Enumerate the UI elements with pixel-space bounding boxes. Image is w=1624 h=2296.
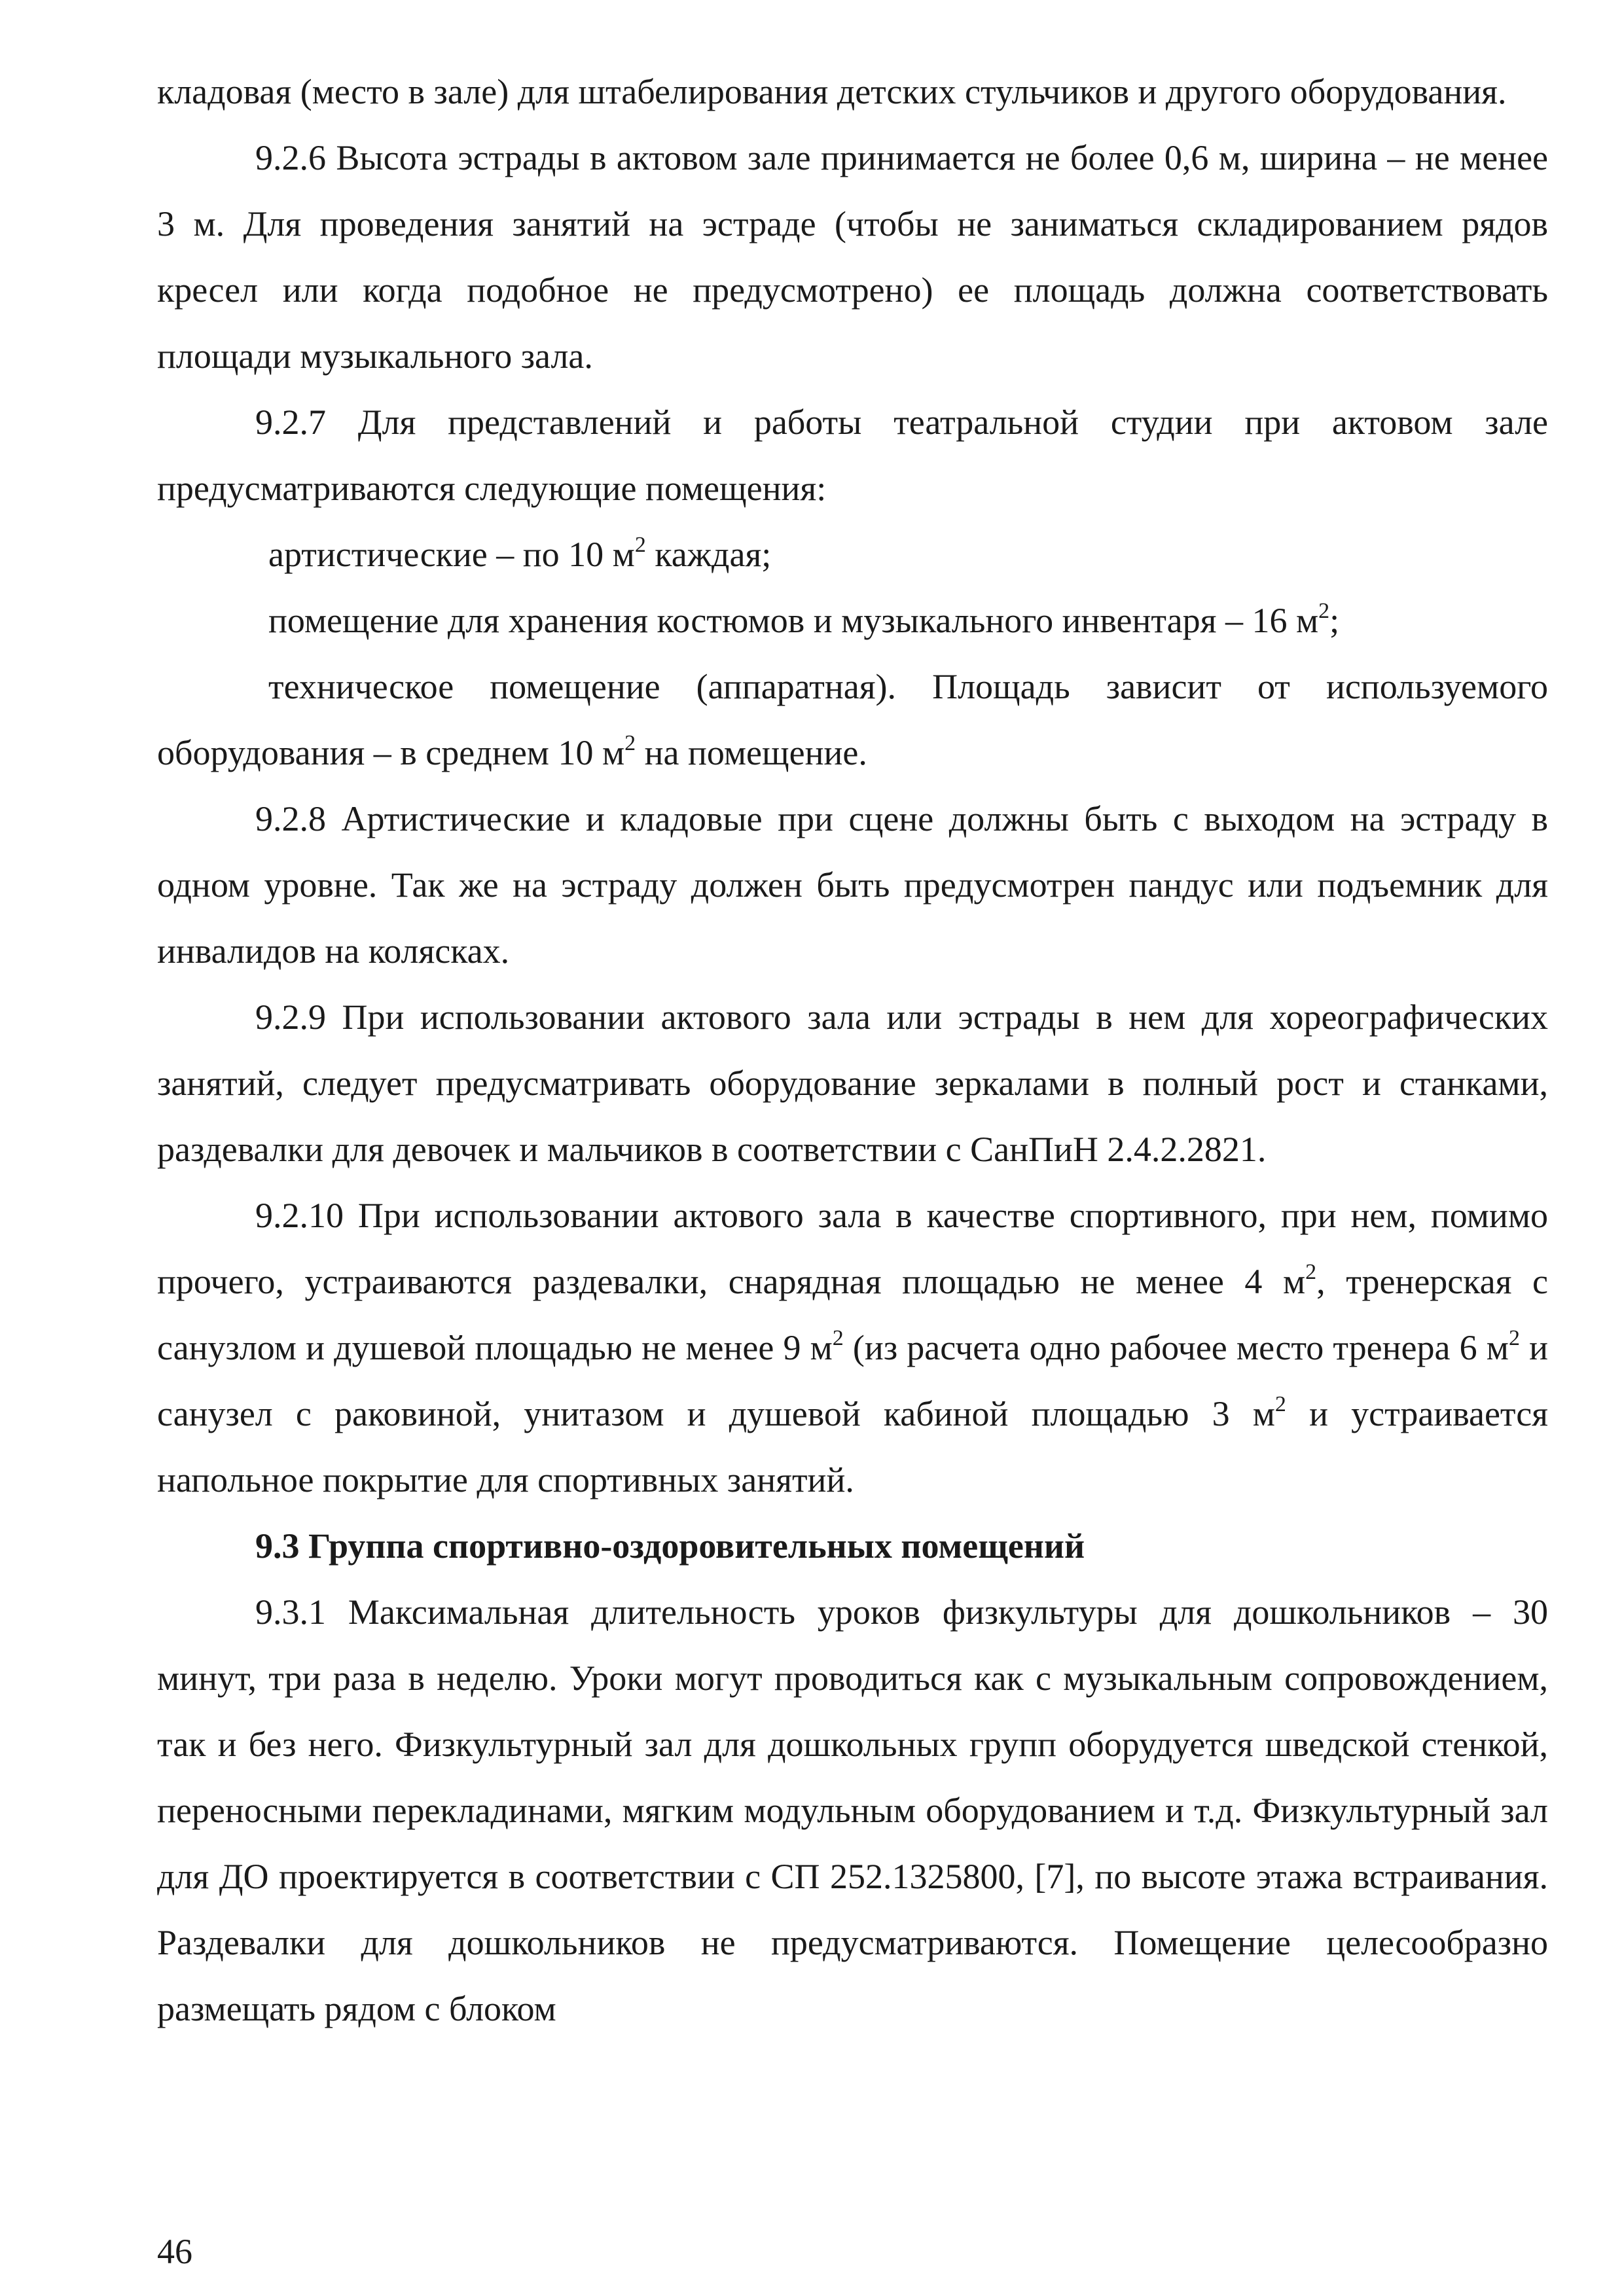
paragraph-9-2-9: 9.2.9 При использовании актового зала или эстрады в нем для хореографических занятий, следует предусматривать оборудование зеркалами в полный рост и станками, раздевалки для девочек и мальчиков в соответствии с СанПиН 2.4.2.2821.	[157, 997, 1548, 1169]
list-item-technical-room: техническое помещение (аппаратная). Площадь зависит от используемого оборудования – в среднем 10 $м^2$ на помещение.	[157, 667, 1548, 772]
superscript: 2	[1318, 599, 1330, 623]
superscript: 2	[634, 533, 646, 557]
superscript: 2	[624, 731, 636, 755]
superscript: 2	[832, 1326, 844, 1350]
list-item-artistic-rooms: артистические – по 10 $м^2$ каждая;	[268, 533, 772, 574]
superscript: 2	[1274, 1392, 1286, 1416]
document-page	[157, 59, 1548, 2042]
paragraph-9-2-7: 9.2.7 Для представлений и работы театральной студии при актовом зале предусматриваются следующие помещения:	[157, 403, 1548, 508]
list-item-costume-storage: помещение для хранения костюмов и музыкального инвентаря – 16 $м^2$;	[268, 599, 1340, 640]
superscript: 2	[1305, 1260, 1317, 1284]
paragraph-9-3-1: 9.3.1 Максимальная длительность уроков физкультуры для дошкольников – 30 минут, три раза в неделю. Уроки могут проводиться как с музыкальным сопровождением, так и без него. Физкультурный зал для дошкольных групп оборудуется шведской стенкой, переносными перекладинами, мягким модульным оборудованием и т.д. Физкультурный зал для ДО проектируется в соответствии с СП 252.1325800, [7], по высоте этажа встраивания. Раздевалки для дошкольников не предусматриваются. Помещение целесообразно размещать рядом с блоком	[157, 1592, 1548, 2028]
page-number: 46	[157, 2232, 192, 2271]
superscript: 2	[1508, 1326, 1520, 1350]
paragraph-9-2-6: 9.2.6 Высота эстрады в актовом зале принимается не более 0,6 м, ширина – не менее 3 м. Для проведения занятий на эстраде (чтобы не заниматься складированием рядов кресел или когда подобное не предусмотрено) ее площадь должна соответствовать площади музыкального зала.	[157, 138, 1548, 376]
paragraph-continuation: кладовая (место в зале) для штабелирования детских стульчиков и другого оборудования.	[157, 72, 1507, 111]
paragraph-9-2-10: 9.2.10 При использовании актового зала в качестве спортивного, при нем, помимо прочего, устраиваются раздевалки, снарядная площадью не менее 4 $м^2$, тренерская с санузлом и душевой площадью не менее 9 $м^2$ (из расчета одно рабочее место тренера 6 $м^2$ и санузел с раковиной, унитазом и душевой кабиной площадью 3 $м^2$ и устраивается напольное покрытие для спортивных занятий.	[157, 1196, 1548, 1499]
section-heading-9-3: 9.3 Группа спортивно-оздоровительных помещений	[255, 1526, 1085, 1566]
paragraph-9-2-8: 9.2.8 Артистические и кладовые при сцене должны быть с выходом на эстраду в одном уровне. Так же на эстраду должен быть предусмотрен пандус или подъемник для инвалидов на колясках.	[157, 799, 1548, 971]
